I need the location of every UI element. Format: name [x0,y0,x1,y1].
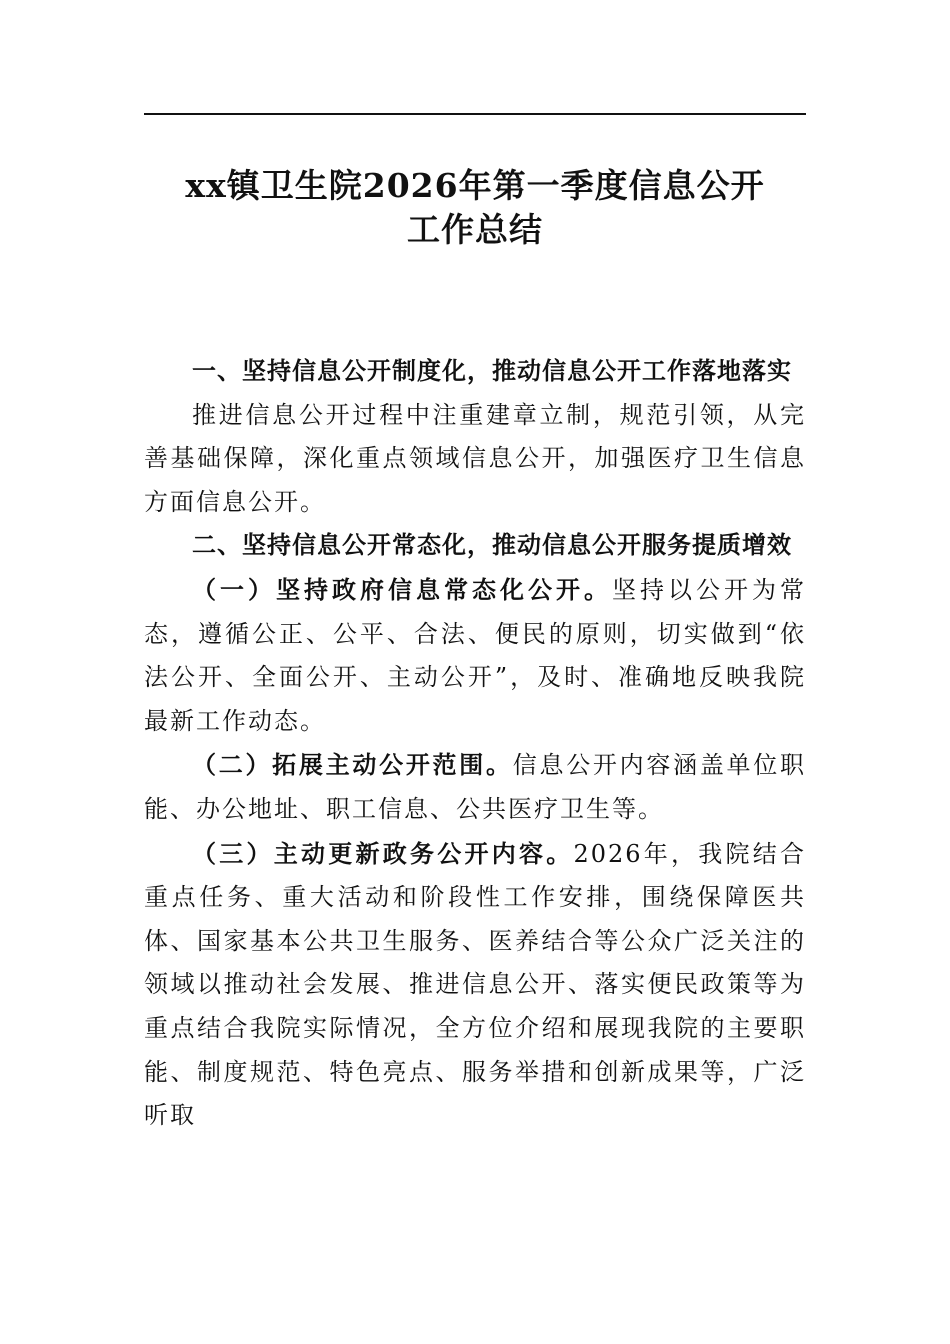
subsection-text-2: 信息公开内容涵盖单位职能、办公地址、职工信息、公共医疗卫生等。 [144,751,807,823]
document-title-line-1: xx镇卫生院2026年第一季度信息公开 [185,166,765,205]
subsection-lead-3: （三）主动更新政务公开内容。 [192,838,574,868]
section-heading-1: 一、坚持信息公开制度化，推动信息公开工作落地落实 [192,357,792,385]
subsection-text-3: 2026年，我院结合重点任务、重大活动和阶段性工作安排，围绕保障医共体、国家基本公共卫生服务、医养结合等公众广泛关注的领域以推动社会发展、推进信息公开、落实便民政策等为重点结合我院实际情况，全方位介绍和展现我院的主要职能、制度规范、特色亮点、服务举措和创新成果等，广泛听取 [144,839,807,1130]
document-title-line-2: 工作总结 [407,210,543,249]
section-2-paragraph-2 [144,743,806,831]
subsection-lead-2: （二）拓展主动公开范围。 [192,750,513,780]
section-heading-2: 二、坚持信息公开常态化，推动信息公开服务提质增效 [192,531,792,560]
section-2-paragraph-3 [144,832,806,1138]
document-body [144,350,806,1138]
section-1-paragraph-1: 推进信息公开过程中注重建章立制，规范引领，从完善基础保障，深化重点领域信息公开，加强医疗卫生信息方面信息公开。 [144,400,806,516]
header-rule [144,113,806,115]
subsection-lead-1: （一）坚持政府信息常态化公开。 [192,574,612,604]
subsection-text-1: 坚持以公开为常态，遵循公正、公平、合法、便民的原则，切实做到“依法公开、全面公开、主动公开”，及时、准确地反映我院最新工作动态。 [144,575,806,735]
section-2-paragraph-1 [144,568,806,743]
